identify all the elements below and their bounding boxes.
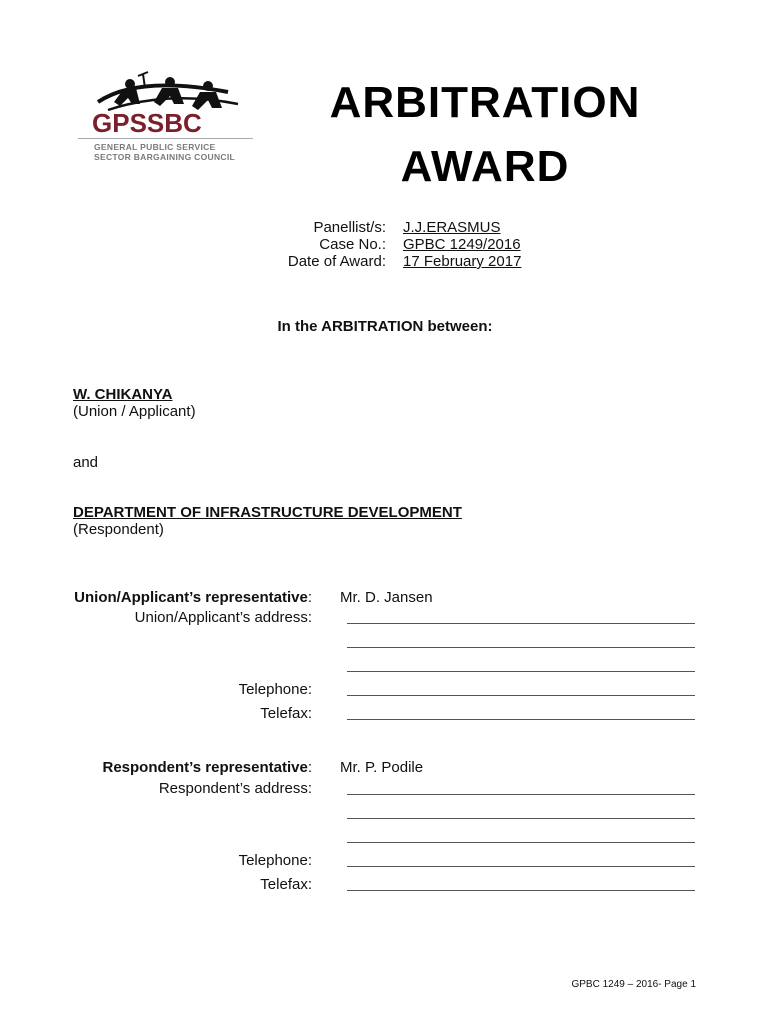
respondent-address-line-2 — [347, 818, 695, 819]
case-label: Case No.: — [319, 236, 386, 253]
panellist-label: Panellist/s: — [313, 219, 386, 236]
title-line1: ARBITRATION — [329, 78, 641, 127]
date-label: Date of Award: — [287, 253, 386, 270]
panellist-value: J.J.ERASMUS — [403, 219, 501, 236]
applicant-address-line-2 — [347, 647, 695, 648]
respondent-telefax-line — [347, 890, 695, 891]
applicant-address-label: Union/Applicant’s address: — [134, 609, 312, 626]
respondent-name: DEPARTMENT OF INFRASTRUCTURE DEVELOPMENT — [73, 504, 462, 521]
respondent-address-line-1 — [347, 794, 695, 795]
date-value: 17 February 2017 — [403, 253, 522, 270]
applicant-telephone-label: Telephone: — [238, 681, 312, 698]
applicant-name: W. CHIKANYA — [73, 386, 173, 403]
applicant-rep-label — [72, 589, 312, 606]
applicant-rep-label-text: Union/Applicant’s representative — [74, 589, 308, 606]
respondent-rep-label-text: Respondent’s representative — [102, 759, 308, 776]
respondent-address-label: Respondent’s address: — [158, 780, 312, 797]
respondent-rep-value: Mr. P. Podile — [340, 759, 424, 776]
case-value: GPBC 1249/2016 — [403, 236, 521, 253]
page-footer: GPBC 1249 – 2016- Page 1 — [571, 979, 696, 990]
respondent-telephone-label: Telephone: — [238, 852, 312, 869]
applicant-rep-colon: : — [307, 589, 312, 606]
and-text: and — [73, 454, 99, 471]
applicant-telephone-line — [347, 695, 695, 696]
respondent-telefax-label: Telefax: — [260, 876, 312, 893]
respondent-rep-label — [72, 759, 312, 776]
respondent-address-line-3 — [347, 842, 695, 843]
respondent-role: (Respondent) — [73, 521, 164, 538]
applicant-role: (Union / Applicant) — [73, 403, 196, 420]
respondent-rep-colon: : — [307, 759, 312, 776]
applicant-address-line-1 — [347, 623, 695, 624]
applicant-address-line-3 — [347, 671, 695, 672]
between-heading: In the ARBITRATION between: — [277, 318, 493, 335]
logo-subtitle-line1: GENERAL PUBLIC SERVICE — [94, 142, 216, 152]
logo-figures-icon — [78, 70, 258, 140]
gpssbc-logo — [78, 70, 258, 170]
respondent-telephone-line — [347, 866, 695, 867]
logo-subtitle-line2: SECTOR BARGAINING COUNCIL — [94, 152, 235, 162]
applicant-telefax-line — [347, 719, 695, 720]
applicant-rep-value: Mr. D. Jansen — [340, 589, 433, 606]
logo-brand-text: GPSSBC — [92, 108, 202, 138]
title-line2: AWARD — [400, 142, 570, 191]
applicant-telefax-label: Telefax: — [260, 705, 312, 722]
logo-subtitle — [94, 142, 254, 162]
